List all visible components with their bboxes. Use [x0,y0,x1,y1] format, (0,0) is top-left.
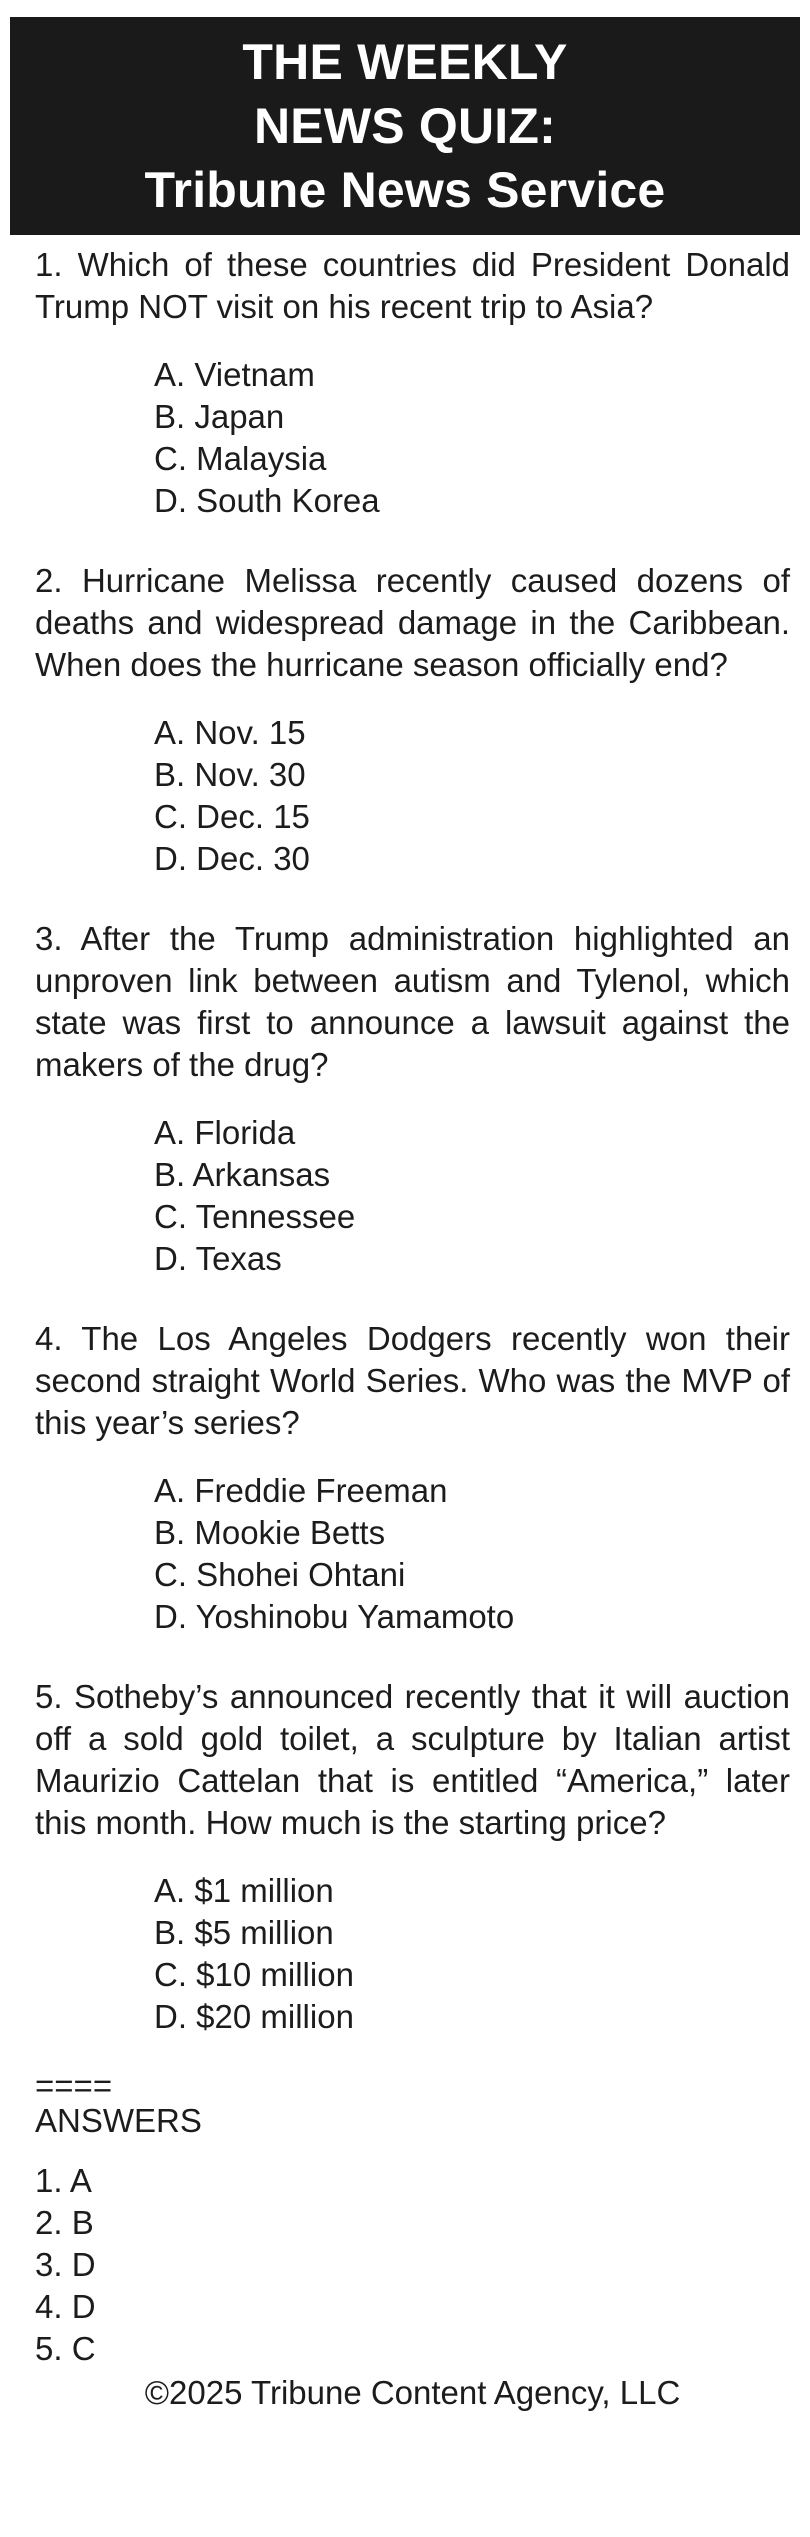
quiz-body [35,240,790,2414]
answer-key-item: 3. D [35,2246,96,2283]
option-c: C. Malaysia [154,440,327,477]
answer-key-item: 4. D [35,2288,96,2325]
option-b: B. Nov. 30 [154,756,306,793]
header-title-line-2: NEWS QUIZ: [254,98,556,154]
question-text: 2. Hurricane Melissa recently caused dozens of deaths and widespread damage in the Caribbean. When does the hurricane season officially end? [35,562,790,683]
answer-options [35,1112,790,1280]
quiz-header-banner [10,17,800,235]
option-a: A. Nov. 15 [154,714,306,751]
copyright-footer: ©2025 Tribune Content Agency, LLC [144,2374,681,2411]
option-c: C. Shohei Ohtani [154,1556,406,1593]
question-text: 1. Which of these countries did President Donald Trump NOT visit on his recent trip to Asia? [35,246,790,325]
answer-options [35,1870,790,2038]
answer-key-item: 1. A [35,2162,92,2199]
question-block-2 [35,556,790,880]
option-d: D. $20 million [154,1998,354,2035]
option-c: C. $10 million [154,1956,354,1993]
option-a: A. Florida [154,1114,296,1151]
option-b: B. Japan [154,398,285,435]
question-block-1 [35,240,790,522]
header-source-line: Tribune News Service [144,162,666,218]
option-b: B. Mookie Betts [154,1514,386,1551]
option-d: D. Yoshinobu Yamamoto [154,1598,515,1635]
option-a: A. Vietnam [154,356,315,393]
question-block-4 [35,1314,790,1638]
option-a: A. Freddie Freeman [154,1472,448,1509]
section-separator: ==== [35,2067,113,2104]
option-d: D. South Korea [154,482,380,519]
option-c: C. Dec. 15 [154,798,310,835]
option-b: B. $5 million [154,1914,334,1951]
option-d: D. Dec. 30 [154,840,310,877]
question-text: 4. The Los Angeles Dodgers recently won their second straight World Series. Who was the MVP of this year’s series? [35,1320,790,1441]
question-text: 3. After the Trump administration highlighted an unproven link between autism and Tylenol, which state was first to announce a lawsuit against the makers of the drug? [35,920,790,1083]
option-a: A. $1 million [154,1872,334,1909]
option-d: D. Texas [154,1240,282,1277]
answer-key-item: 2. B [35,2204,94,2241]
answer-options [35,1470,790,1638]
answer-key-list [35,2160,790,2370]
option-c: C. Tennessee [154,1198,356,1235]
question-block-3 [35,914,790,1280]
header-title-line-1: THE WEEKLY [242,34,568,90]
answer-options [35,354,790,522]
answer-options [35,712,790,880]
answers-heading: ANSWERS [35,2102,202,2139]
answer-key-item: 5. C [35,2330,96,2367]
question-text: 5. Sotheby’s announced recently that it will auction off a sold gold toilet, a sculpture by Italian artist Maurizio Cattelan that is entitled “America,” later this month. How much is the starting price? [35,1678,790,1841]
option-b: B. Arkansas [154,1156,331,1193]
question-block-5 [35,1672,790,2038]
